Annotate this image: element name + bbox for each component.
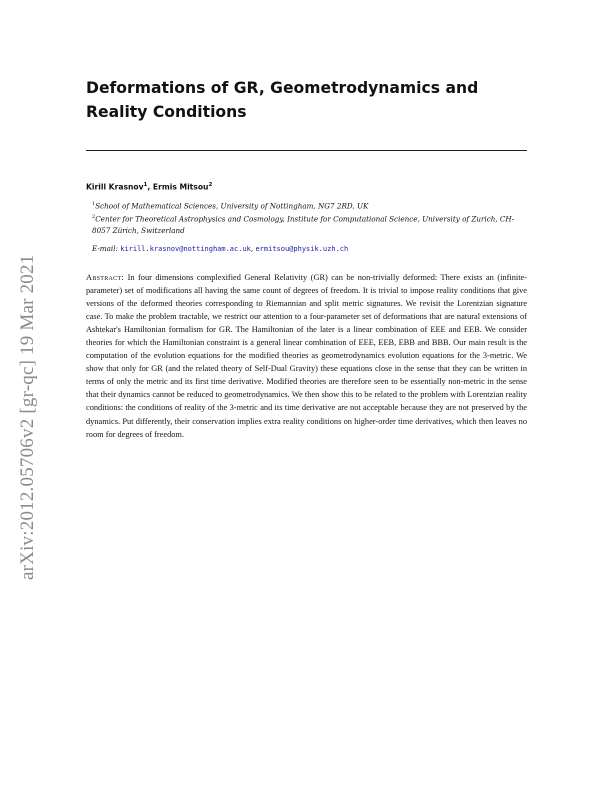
- email-line: [92, 244, 348, 253]
- affiliation-mark: 2: [208, 182, 213, 188]
- affiliation-mark: 1: [92, 201, 96, 207]
- email-link[interactable]: kirill.krasnov@nottingham.ac.uk: [120, 245, 251, 253]
- affiliation-1: [92, 199, 528, 212]
- email-label: E-mail:: [92, 244, 118, 253]
- abstract-label: Abstract:: [86, 273, 125, 282]
- affiliation-mark: 1: [143, 182, 148, 188]
- affiliation-2: [92, 212, 528, 236]
- author-name: Kirill Krasnov: [86, 182, 144, 192]
- affiliation-text: Center for Theoretical Astrophysics and Cosmology, Institute for Computational Science, University of Zurich, CH-8057 Zürich, Switzerland: [92, 214, 515, 235]
- abstract: [86, 271, 527, 441]
- author-separator: ,: [147, 182, 153, 192]
- author-name: Ermis Mitsou: [152, 182, 209, 192]
- affiliation-text: School of Mathematical Sciences, University of Nottingham, NG7 2RD, UK: [95, 201, 369, 211]
- email-separator: ,: [250, 244, 256, 253]
- paper-title: Deformations of GR, Geometrodynamics and Reality Conditions: [86, 79, 479, 121]
- title-rule: [86, 150, 527, 151]
- arxiv-identifier-stamp: arXiv:2012.05706v2 [gr-qc] 19 Mar 2021: [17, 254, 38, 580]
- abstract-text: In four dimensions complexified General Relativity (GR) can be non-trivially deformed: There exists an (infinite-parameter) set of modifications all having the same count of degrees of freedom. It is trivial to impose reality conditions that give versions of the deformed theories corresponding to Riemannian and split metric signatures. We revisit the Lorentzian signature case. To make the problem tractable, we restrict our attention to a four-parameter set of deformations that are natural extensions of Ashtekar's Hamiltonian formalism for GR. The Hamiltonian of the later is a linear combination of EEE and EEB. We consider theories for which the Hamiltonian constraint is a general linear combination of EEE, EEB, EBB and BBB. Our main result is the computation of the evolution equations for the modified theories as geometrodynamics evolution equations for the 3-metric. We show that only for GR (and the related theory of Self-Dual Gravity) these equations close in the sense that they can be written in terms of only the metric and its first time derivative. Modified theories are therefore seen to be essentially non-metric in the sense that their dynamics cannot be reduced to geometrodynamics. We then show this to be related to the problem with Lorentzian reality conditions: the conditions of reality of the 3-metric and its time derivative are not acceptable because they are not preserved by the dynamics. Put differently, their conservation implies extra reality conditions on higher-order time derivatives, which then leaves no room for degrees of freedom.: [86, 273, 527, 439]
- author-list: [86, 182, 212, 192]
- affiliation-mark: 2: [92, 214, 96, 220]
- email-link[interactable]: ermitsou@physik.uzh.ch: [255, 245, 349, 253]
